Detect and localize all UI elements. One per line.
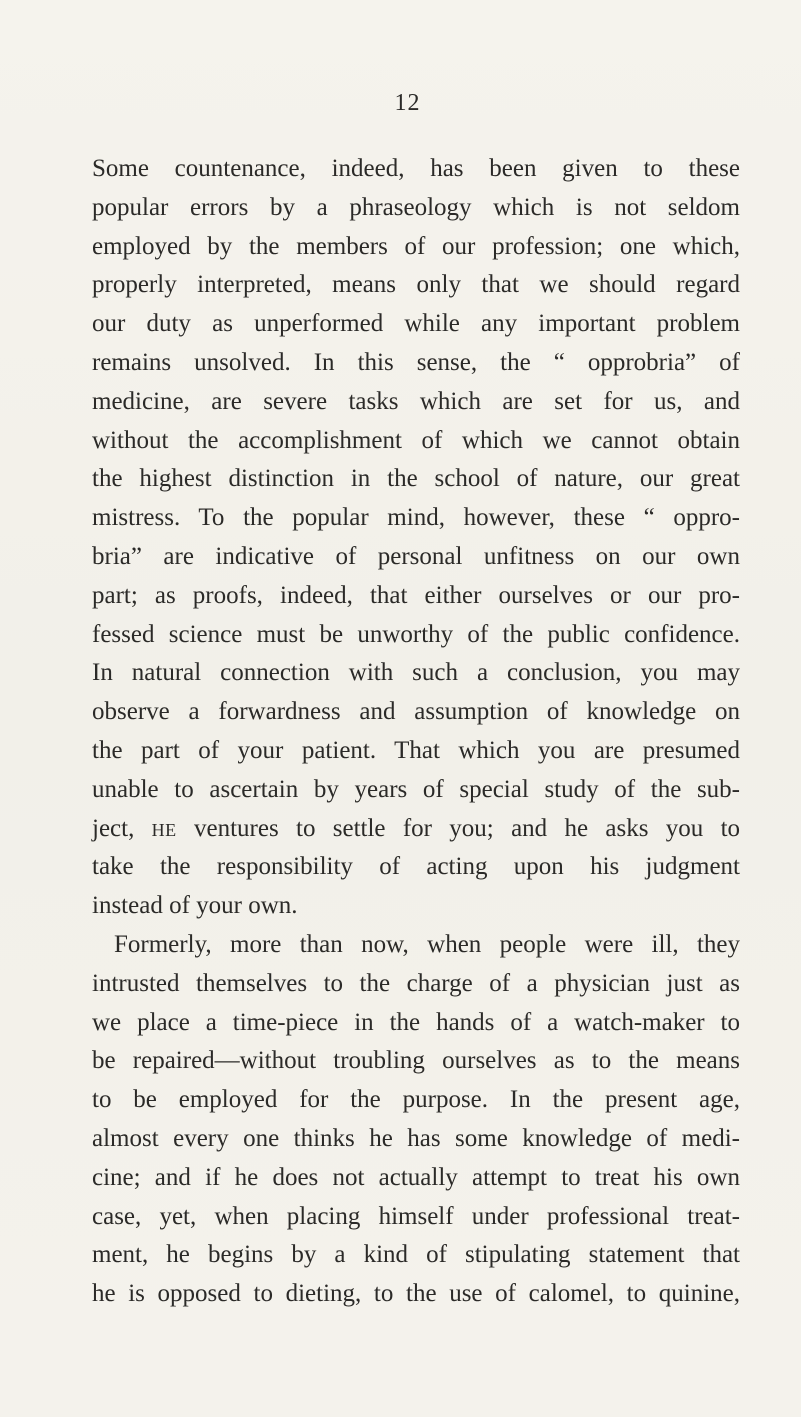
text-line: without the accomplishment of which we cannot obtain <box>92 426 740 454</box>
text-line: employed by the members of our profession; one which, <box>92 232 740 260</box>
text-line: we place a time-piece in the hands of a watch-maker to <box>92 1008 740 1036</box>
text-line: cine; and if he does not actually attempt to treat his own <box>92 1163 740 1191</box>
paragraph-1 <box>92 150 740 926</box>
text-line: ment, he begins by a kind of stipulating statement that <box>92 1241 740 1269</box>
text-line: intrusted themselves to the charge of a physician just as <box>92 969 740 997</box>
smallcaps-he: HE <box>151 819 177 840</box>
text-line: our duty as unperformed while any important problem <box>92 310 740 338</box>
text-line: take the responsibility of acting upon his judgment <box>92 853 740 881</box>
text-line: instead of your own. <box>92 892 298 920</box>
text-line: the highest distinction in the school of nature, our great <box>92 465 740 493</box>
text-fragment: ject, <box>92 814 135 842</box>
text-line: the part of your patient. That which you are presumed <box>92 736 740 764</box>
text-line: case, yet, when placing himself under professional treat- <box>92 1202 740 1230</box>
text-line: properly interpreted, means only that we should regard <box>92 271 740 299</box>
text-line: Some countenance, indeed, has been given to these <box>92 155 740 182</box>
text-line: In natural connection with such a conclusion, you may <box>92 659 740 687</box>
body-text <box>92 150 740 1314</box>
text-line: he is opposed to dieting, to the use of calomel, to quinine, <box>92 1280 740 1308</box>
text-line: unable to ascertain by years of special study of the sub- <box>92 775 740 803</box>
text-line: observe a forwardness and assumption of knowledge on <box>92 698 740 726</box>
text-line: be repaired—without troubling ourselves as to the means <box>92 1047 740 1075</box>
text-line: fessed science must be unworthy of the public confidence. <box>92 620 740 648</box>
text-line: mistress. To the popular mind, however, these “ oppro- <box>92 504 740 532</box>
text-fragment: ventures to settle for you; and he asks you to <box>194 814 741 842</box>
paragraph-2 <box>92 926 740 1314</box>
text-line: to be employed for the purpose. In the present age, <box>92 1086 740 1114</box>
text-line: bria” are indicative of personal unfitness on our own <box>92 542 740 570</box>
text-line: Formerly, more than now, when people were ill, they <box>114 930 740 958</box>
text-line: medicine, are severe tasks which are set for us, and <box>92 387 740 415</box>
text-line: popular errors by a phraseology which is not seldom <box>92 193 740 221</box>
text-line: part; as proofs, indeed, that either ourselves or our pro- <box>92 581 740 609</box>
text-line-smallcaps <box>92 810 740 849</box>
page-number: 12 <box>394 90 421 116</box>
text-line: almost every one thinks he has some knowledge of medi- <box>92 1124 740 1152</box>
text-line: remains unsolved. In this sense, the “ opprobria” of <box>92 348 740 376</box>
